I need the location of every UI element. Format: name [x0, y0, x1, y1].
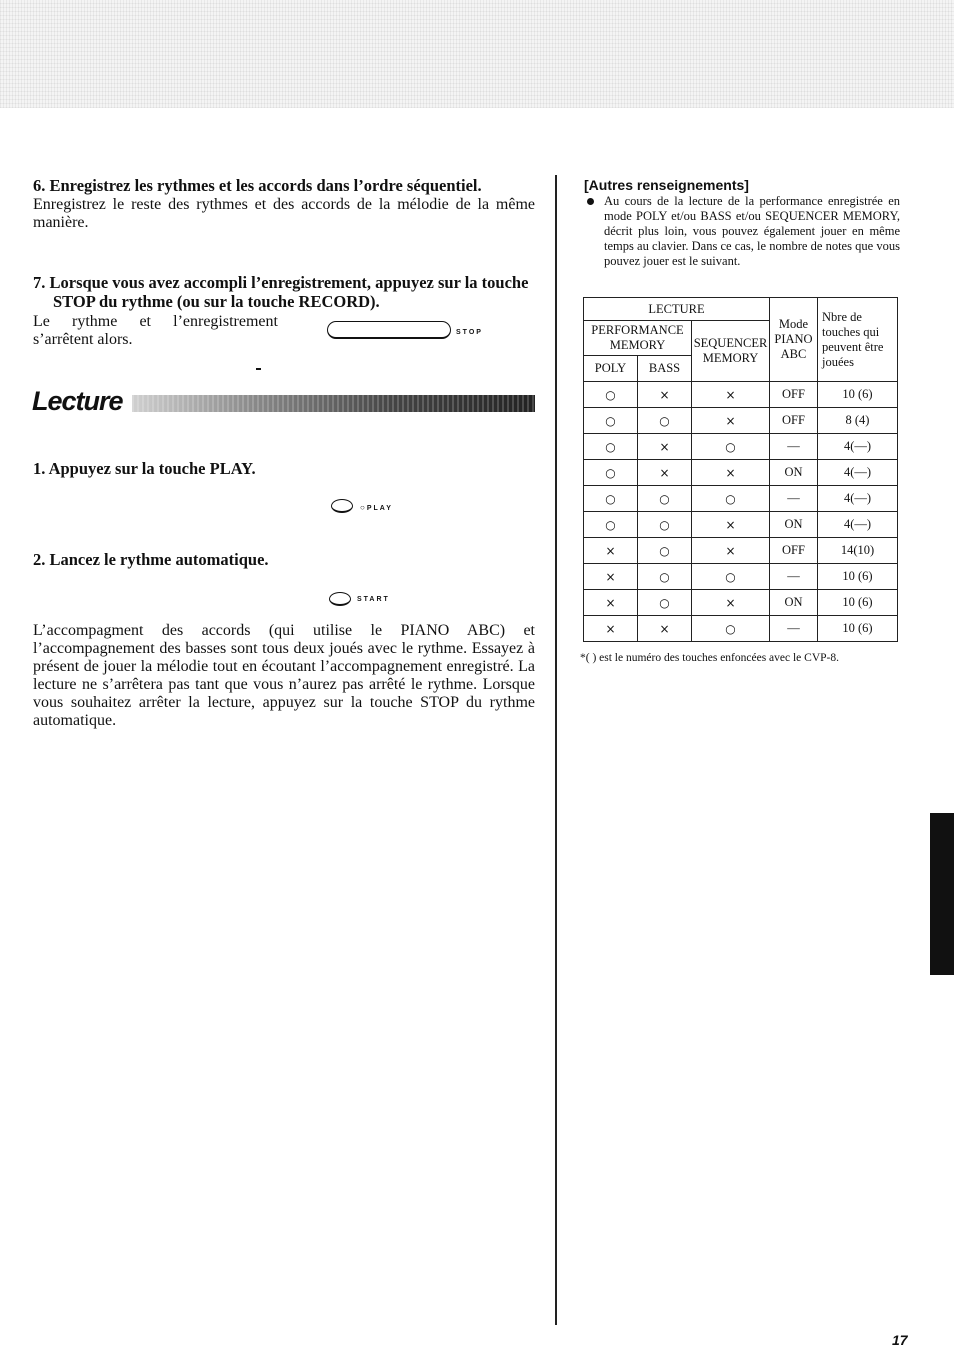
table-cell: ○ [584, 460, 638, 486]
table-cell: ○ [638, 564, 692, 590]
table-cell: ○ [638, 512, 692, 538]
start-button-icon [329, 592, 351, 606]
table-cell: ON [770, 590, 818, 616]
table-row [584, 434, 898, 460]
table-row [584, 486, 898, 512]
table-row [584, 538, 898, 564]
word: Le [33, 313, 50, 330]
footnote: *( ) est le numéro des touches enfoncées avec le CVP-8. [580, 652, 839, 664]
table-cell: × [692, 382, 770, 408]
header-lecture: LECTURE [584, 298, 770, 321]
table-cell: ○ [692, 564, 770, 590]
table-cell: — [770, 564, 818, 590]
table-cell: 10 (6) [818, 564, 898, 590]
table-cell: OFF [770, 408, 818, 434]
table-cell: — [770, 616, 818, 642]
header-poly: POLY [584, 356, 638, 382]
table-cell: 14(10) [818, 538, 898, 564]
word: et [139, 313, 151, 330]
table-cell: 4(—) [818, 460, 898, 486]
autres-bullet-text: Au cours de la lecture de la performance enregistrée en mode POLY et/ou BASS et/ou SEQUENCER MEMORY, décrit plus loin, vous pouvez également jouer en même temps au clavier. Dans ce cas, le nombre de notes que vous pouvez jouer est le suivant. [604, 194, 900, 268]
lecture-step1: 1. Appuyez sur la touche PLAY. [33, 459, 256, 478]
table-cell: ○ [584, 408, 638, 434]
header-mode: Mode PIANO ABC [770, 298, 818, 382]
table-cell: × [692, 512, 770, 538]
table-cell: × [638, 382, 692, 408]
table-cell: 10 (6) [818, 590, 898, 616]
column-divider [555, 175, 557, 1325]
stop-button-label: STOP [456, 329, 483, 336]
table-cell: OFF [770, 382, 818, 408]
table-row [584, 564, 898, 590]
table-cell: ○ [584, 512, 638, 538]
word: rythme [72, 313, 118, 330]
table-cell: ○ [692, 486, 770, 512]
bullet-icon [587, 198, 594, 205]
table-row [584, 382, 898, 408]
table-cell: ○ [692, 616, 770, 642]
table-cell: 8 (4) [818, 408, 898, 434]
lecture-title: Lecture [32, 386, 123, 416]
table-row [584, 590, 898, 616]
table-cell: × [692, 460, 770, 486]
section6-heading: 6. Enregistrez les rythmes et les accords dans l’ordre séquentiel. [33, 176, 482, 195]
header-bass: BASS [638, 356, 692, 382]
table-cell: ○ [584, 382, 638, 408]
table-cell: 10 (6) [818, 382, 898, 408]
stop-button-icon [327, 321, 451, 339]
table-cell: OFF [770, 538, 818, 564]
section7-text [33, 313, 293, 349]
lecture-body: L’accompagment des accords (qui utilise le PIANO ABC) et l’accompagnement des basses sont tous deux joués avec le rythme. Essayez à présent de jouer la mélodie tout en écoutant l’accompagnement enregistré. La lecture ne s’arrêtera pas tant que vous n’aurez pas arrêté le rythme. Lorsque vous souhaitez arrêter la lecture, appuyez sur la touche STOP du rythme automatique. [33, 622, 535, 729]
table-row [584, 512, 898, 538]
table-cell: 4(—) [818, 486, 898, 512]
play-button-icon [331, 499, 353, 513]
table-cell: × [584, 616, 638, 642]
autres-heading: [Autres renseignements] [584, 177, 749, 193]
table-cell: × [584, 564, 638, 590]
table-cell: × [638, 434, 692, 460]
header-perf: PERFORMANCE MEMORY [584, 321, 692, 356]
table-cell: ○ [584, 486, 638, 512]
table-cell: × [692, 408, 770, 434]
table-cell: ○ [638, 590, 692, 616]
table-cell: ○ [638, 538, 692, 564]
side-tab-marker [930, 813, 954, 975]
section7-heading: 7. Lorsque vous avez accompli l’enregistrement, appuyez sur la touche STOP du rythme (ou sur la touche RECORD). [33, 273, 529, 311]
divider-dash [256, 368, 261, 370]
page-number: 17 [892, 1332, 908, 1348]
table-cell: × [584, 538, 638, 564]
header-seq: SEQUENCER MEMORY [692, 321, 770, 382]
table-cell: — [770, 434, 818, 460]
table-cell: ON [770, 460, 818, 486]
header-band [0, 0, 954, 108]
table-cell: ○ [638, 408, 692, 434]
word: l’enregistrement [173, 313, 278, 330]
keys-table [583, 297, 898, 642]
table-cell: × [692, 590, 770, 616]
autres-bullet [584, 194, 900, 269]
start-button-label: START [357, 596, 390, 603]
table-cell: 4(—) [818, 434, 898, 460]
table-cell: × [692, 538, 770, 564]
section6-text: Enregistrez le reste des rythmes et des accords de la mélodie de la même manière. [33, 196, 535, 231]
table-cell: ON [770, 512, 818, 538]
table-cell: — [770, 486, 818, 512]
header-nbre: Nbre de touches qui peuvent être jouées [818, 298, 898, 382]
table-cell: × [584, 590, 638, 616]
table-cell: 10 (6) [818, 616, 898, 642]
table-cell: × [638, 616, 692, 642]
table-cell: 4(—) [818, 512, 898, 538]
table-row [584, 408, 898, 434]
table-row [584, 460, 898, 486]
play-label-text: PLAY [366, 505, 393, 512]
play-button-label: ○PLAY [360, 503, 393, 512]
lecture-title-bar [132, 395, 535, 412]
table-row [584, 616, 898, 642]
lecture-step2: 2. Lancez le rythme automatique. [33, 550, 269, 569]
section7-text-line2: s’arrêtent alors. [33, 331, 133, 348]
table-cell: ○ [692, 434, 770, 460]
table-cell: × [638, 460, 692, 486]
table-cell: ○ [638, 486, 692, 512]
table-cell: ○ [584, 434, 638, 460]
